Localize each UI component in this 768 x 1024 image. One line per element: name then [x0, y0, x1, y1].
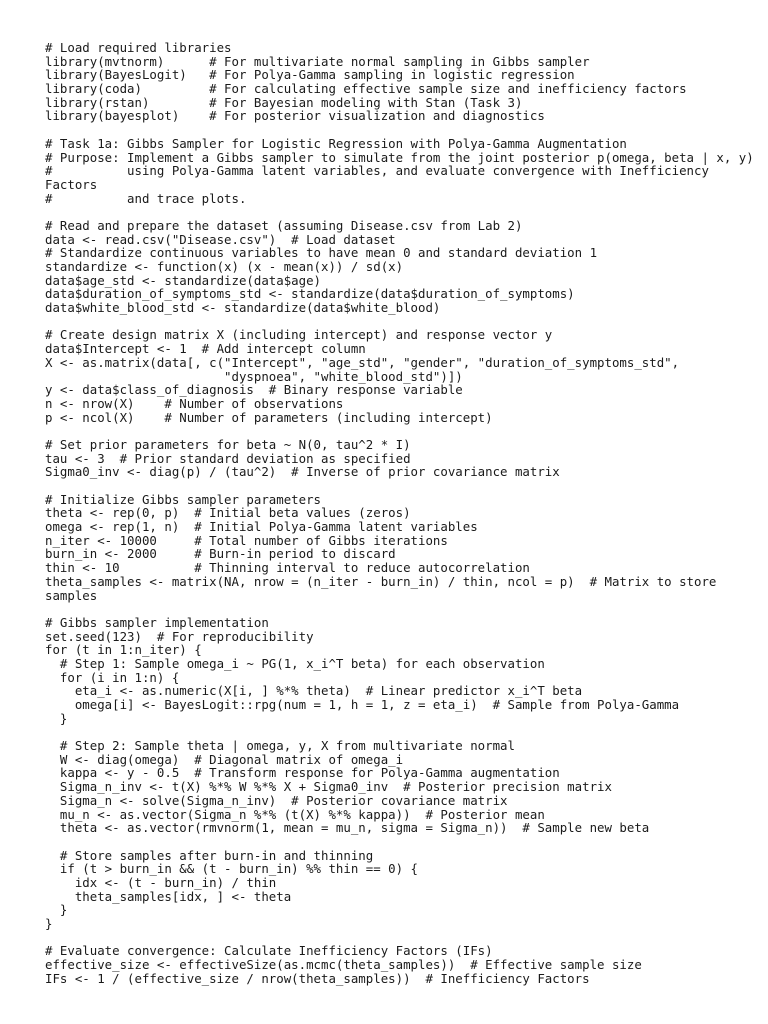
code-line: # Standardize continuous variables to have mean 0 and standard deviation 1 [45, 245, 598, 261]
code-line [45, 835, 768, 849]
code-line: burn_in <- 2000 # Burn-in period to discard [45, 546, 396, 562]
code-line: thin <- 10 # Thinning interval to reduce autocorrelation [45, 560, 530, 576]
code-line: Factors [45, 176, 98, 192]
code-line: # Initialize Gibbs sampler parameters [45, 491, 322, 507]
code-line: X <- as.matrix(data[, c("Intercept", "age_std", "gender", "duration_of_symptoms_std", [45, 354, 680, 370]
code-line: IFs <- 1 / (effective_size / nrow(theta_samples)) # Inefficiency Factors [45, 970, 590, 986]
code-line: # Task 1a: Gibbs Sampler for Logistic Regression with Polya-Gamma Augmentation [45, 135, 627, 151]
code-line: W <- diag(omega) # Diagonal matrix of omega_i [45, 751, 404, 767]
code-line [45, 315, 768, 329]
code-line: data$age_std <- standardize(data$age) [45, 272, 322, 288]
code-line: # and trace plots. [45, 190, 247, 206]
code-line: # Read and prepare the dataset (assuming Disease.csv from Lab 2) [45, 217, 523, 233]
code-line: # Step 2: Sample theta | omega, y, X from multivariate normal [45, 738, 515, 754]
code-line: library(coda) # For calculating effective sample size and inefficiency factors [45, 81, 687, 97]
code-line: mu_n <- as.vector(Sigma_n %*% (t(X) %*% kappa)) # Posterior mean [45, 806, 545, 822]
code-line: set.seed(123) # For reproducibility [45, 628, 314, 644]
code-line: theta_samples[idx, ] <- theta [45, 888, 292, 904]
code-line: library(mvtnorm) # For multivariate normal sampling in Gibbs sampler [45, 53, 590, 69]
code-line: for (t in 1:n_iter) { [45, 642, 202, 658]
code-line [45, 931, 768, 945]
code-line: effective_size <- effectiveSize(as.mcmc(theta_samples)) # Effective sample size [45, 957, 642, 973]
code-line: omega[i] <- BayesLogit::rpg(num = 1, h = 1, z = eta_i) # Sample from Polya-Gamma [45, 697, 680, 712]
code-line: data$white_blood_std <- standardize(data$white_blood) [45, 300, 441, 316]
code-line: n <- nrow(X) # Number of observations [45, 395, 344, 411]
code-line: } [45, 916, 53, 931]
code-line: # Set prior parameters for beta ~ N(0, tau^2 * I) [45, 436, 411, 452]
code-line: omega <- rep(1, n) # Initial Polya-Gamma latent variables [45, 519, 478, 535]
code-line: Sigma_n_inv <- t(X) %*% W %*% X + Sigma0_inv # Posterior precision matrix [45, 779, 612, 795]
code-line: data <- read.csv("Disease.csv") # Load dataset [45, 231, 396, 247]
code-line: data$duration_of_symptoms_std <- standardize(data$duration_of_symptoms) [45, 286, 575, 302]
code-line: Sigma_n <- solve(Sigma_n_inv) # Posterior covariance matrix [45, 792, 508, 808]
code-line: Sigma0_inv <- diag(p) / (tau^2) # Inverse of prior covariance matrix [45, 464, 560, 480]
code-line: n_iter <- 10000 # Total number of Gibbs iterations [45, 532, 448, 548]
code-line: theta <- rep(0, p) # Initial beta values (zeros) [45, 505, 411, 521]
code-line: standardize <- function(x) (x - mean(x)) / sd(x) [45, 259, 404, 274]
code-line: "dyspnoea", "white_blood_std")]) [45, 368, 463, 384]
code-line: library(bayesplot) # For posterior visualization and diagnostics [45, 108, 545, 124]
code-line: theta_samples <- matrix(NA, nrow = (n_iter - burn_in) / thin, ncol = p) # Matrix to store [45, 573, 717, 589]
code-line: p <- ncol(X) # Number of parameters (including intercept) [45, 409, 493, 425]
code-line: data$Intercept <- 1 # Add intercept column [45, 341, 366, 357]
code-line [45, 602, 768, 616]
code-line: theta <- as.vector(rmvnorm(1, mean = mu_n, sigma = Sigma_n)) # Sample new beta [45, 820, 650, 836]
code-line: tau <- 3 # Prior standard deviation as specified [45, 450, 411, 466]
code-line: # Gibbs sampler implementation [45, 614, 269, 630]
code-line: idx <- (t - burn_in) / thin [45, 874, 277, 890]
code-block [45, 41, 768, 985]
code-line: # Step 1: Sample omega_i ~ PG(1, x_i^T beta) for each observation [45, 655, 545, 671]
code-line: # using Polya-Gamma latent variables, and evaluate convergence with Inefficiency [45, 163, 709, 179]
code-line [45, 725, 768, 739]
code-line: kappa <- y - 0.5 # Transform response for Polya-Gamma augmentation [45, 765, 560, 781]
code-line: # Load required libraries [45, 40, 232, 55]
code-line: # Evaluate convergence: Calculate Inefficiency Factors (IFs) [45, 943, 493, 959]
code-line [45, 205, 768, 219]
code-line: } [45, 902, 68, 918]
code-line: eta_i <- as.numeric(X[i, ] %*% theta) # Linear predictor x_i^T beta [45, 683, 583, 699]
code-line: library(rstan) # For Bayesian modeling with Stan (Task 3) [45, 94, 523, 110]
code-line: } [45, 710, 68, 726]
code-line: y <- data$class_of_diagnosis # Binary response variable [45, 382, 463, 398]
code-line [45, 123, 768, 137]
code-line: # Store samples after burn-in and thinning [45, 847, 374, 863]
code-line: if (t > burn_in && (t - burn_in) %% thin == 0) { [45, 861, 418, 877]
code-line: # Create design matrix X (including intercept) and response vector y [45, 327, 553, 343]
code-line: # Purpose: Implement a Gibbs sampler to simulate from the joint posterior p(omega, beta | x, y) [45, 149, 754, 165]
code-line: for (i in 1:n) { [45, 669, 180, 685]
code-line [45, 479, 768, 493]
code-line: samples [45, 587, 98, 603]
code-line: library(BayesLogit) # For Polya-Gamma sampling in logistic regression [45, 67, 575, 83]
code-line [45, 424, 768, 438]
